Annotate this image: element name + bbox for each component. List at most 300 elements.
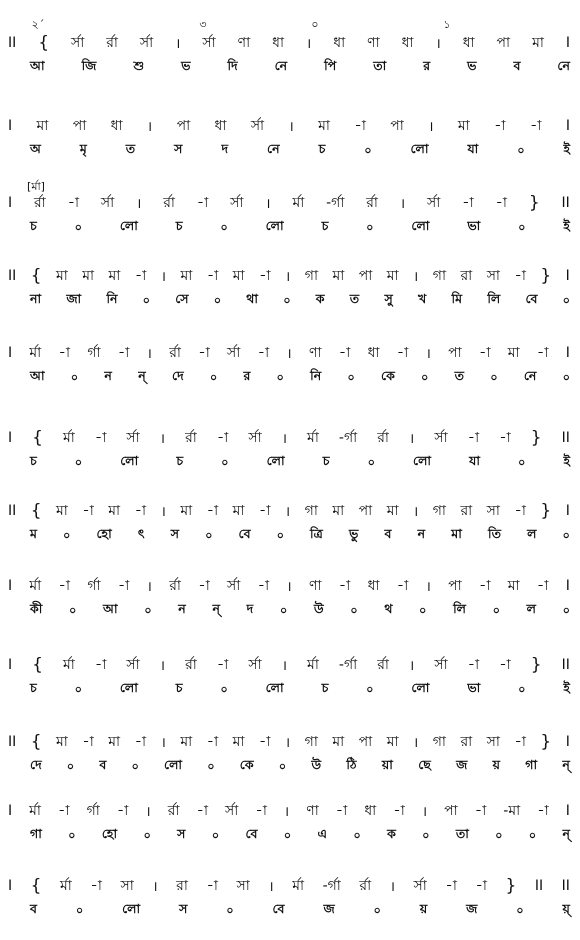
lyric-syllable: র xyxy=(423,58,431,73)
lyric-syllable: ০ xyxy=(562,603,570,617)
lyric-syllable: নে xyxy=(274,58,288,73)
swara-note: -া xyxy=(257,345,270,361)
swara-note: মা xyxy=(232,734,245,750)
beat-divider: । xyxy=(435,35,441,52)
swara-note: -া xyxy=(134,503,147,519)
lyric-syllable: বে xyxy=(525,291,538,306)
swara-note: র্সা xyxy=(225,803,239,819)
repeat-brace: { xyxy=(30,732,42,752)
swara-note: গা xyxy=(432,734,446,750)
lyric-syllable: হো xyxy=(96,526,112,541)
lyric-syllable: নে xyxy=(557,58,570,73)
swara-note: -া xyxy=(338,345,351,361)
lyric-syllable: ত xyxy=(125,141,136,156)
lyric-syllable: মৃ xyxy=(79,141,87,156)
lyric-syllable: ই xyxy=(563,218,570,233)
lyric-syllable: ০ xyxy=(353,828,361,842)
swara-line xyxy=(8,32,570,54)
swara-note: -া xyxy=(259,268,271,284)
lyric-syllable: বে xyxy=(238,526,251,541)
lyric-line xyxy=(8,601,570,621)
swara-note: র্সা xyxy=(230,195,244,211)
swara-note: র্মা xyxy=(63,430,75,446)
swara-note: -া xyxy=(206,268,219,284)
beat-divider: । xyxy=(146,578,152,595)
swara-note: মা xyxy=(507,578,520,594)
lyric-syllable: মি xyxy=(451,291,463,306)
swara-line xyxy=(8,575,570,597)
lyric-syllable: হো xyxy=(101,826,118,841)
lyric-syllable: ০ xyxy=(516,903,524,917)
lyric-syllable: স xyxy=(179,901,188,916)
lyric-syllable: ০ xyxy=(68,828,76,842)
swara-note: র্সা xyxy=(126,657,140,673)
lyric-syllable: ০ xyxy=(283,828,292,842)
lyric-line xyxy=(8,368,570,388)
bar-line: II xyxy=(534,878,544,894)
swara-note: মা xyxy=(386,734,399,750)
bar-line: I xyxy=(8,803,13,819)
lyric-syllable: ব xyxy=(513,58,521,73)
lyric-syllable: ০ xyxy=(131,759,139,773)
repeat-brace: } xyxy=(530,655,542,675)
swara-note: মা xyxy=(56,734,68,750)
lyric-line xyxy=(8,757,570,777)
lyric-syllable: লো xyxy=(265,680,284,695)
lyric-syllable: ০ xyxy=(278,759,287,773)
swara-note: মা xyxy=(332,734,345,750)
lyric-syllable: ০ xyxy=(144,603,152,617)
swara-note: -া xyxy=(467,430,480,446)
swara-note: পা xyxy=(496,35,511,51)
lyric-syllable: ০ xyxy=(528,828,537,842)
lyric-syllable: দ xyxy=(246,601,254,616)
swara-note: ধা xyxy=(333,35,346,51)
beat-divider: । xyxy=(284,734,291,751)
swara-note: -া xyxy=(396,345,409,361)
swara-note: -া xyxy=(134,268,147,284)
swara-note: -া xyxy=(499,657,511,673)
swara-note: র্রা xyxy=(185,657,197,673)
bar-line: II xyxy=(561,657,570,673)
beat-divider: । xyxy=(160,503,166,520)
lyric-syllable: লো xyxy=(265,218,284,233)
swara-note: র্রা xyxy=(169,578,181,594)
lyric-line xyxy=(8,826,570,846)
lyric-syllable: চ xyxy=(321,218,329,233)
lyric-syllable: নে xyxy=(267,141,280,156)
beat-divider: । xyxy=(425,345,431,362)
swara-note: র্সা xyxy=(426,195,441,211)
swara-note: সা xyxy=(486,268,500,284)
tala-mark: ৩ xyxy=(199,18,207,31)
lyric-syllable: যা xyxy=(467,141,479,156)
lyric-syllable: তি xyxy=(488,526,501,541)
lyric-syllable: য়্ xyxy=(562,901,570,916)
lyric-syllable: ০ xyxy=(518,682,526,696)
swara-note: পা xyxy=(358,734,373,750)
lyric-syllable: ০ xyxy=(70,370,79,384)
swara-note: -র্গা xyxy=(322,878,341,894)
swara-note: -া xyxy=(206,503,219,519)
swara-note: -র্গা xyxy=(338,430,358,446)
lyric-syllable: ০ xyxy=(143,828,151,842)
lyric-syllable: অ xyxy=(30,141,41,156)
swara-note: -া xyxy=(536,578,549,594)
lyric-syllable: ০ xyxy=(562,293,570,307)
lyric-syllable: ০ xyxy=(373,903,381,917)
lyric-syllable: ০ xyxy=(419,603,427,617)
lyric-syllable: চ xyxy=(30,680,37,695)
lyric-syllable: আ xyxy=(30,58,45,73)
lyric-line xyxy=(8,526,570,546)
bar-line: II xyxy=(8,268,17,284)
lyric-syllable: জি xyxy=(81,58,97,73)
lyric-syllable: ভা xyxy=(467,680,481,695)
lyric-syllable: ০ xyxy=(75,903,84,917)
lyric-syllable: ০ xyxy=(350,603,358,617)
lyric-syllable: ০ xyxy=(495,828,503,842)
lyric-syllable: জা xyxy=(66,291,82,306)
swara-note: -া xyxy=(495,195,507,211)
swara-note: মা xyxy=(108,734,121,750)
swara-note: র্সা xyxy=(434,430,448,446)
lyric-syllable: মা xyxy=(451,526,462,541)
lyric-syllable: তা xyxy=(373,58,387,73)
lyric-syllable: ছে xyxy=(418,757,431,772)
repeat-brace: { xyxy=(38,33,50,53)
swara-note: -া xyxy=(216,430,229,446)
swara-note: -া xyxy=(467,657,480,673)
lyric-syllable: বে xyxy=(245,826,258,841)
swara-note: গা xyxy=(304,734,318,750)
swara-note: ণা xyxy=(306,803,319,819)
swara-note: সা xyxy=(486,503,500,519)
beat-divider: । xyxy=(306,35,312,52)
lyric-line xyxy=(8,680,570,700)
lyric-syllable: য়া xyxy=(381,757,393,772)
beat-divider: । xyxy=(160,268,167,285)
swara-note: -া xyxy=(58,803,70,819)
beat-divider: । xyxy=(159,430,166,447)
lyric-syllable: চ xyxy=(30,453,37,468)
swara-note: র্রা xyxy=(33,195,46,211)
swara-note: র্সা xyxy=(139,35,154,51)
repeat-brace: } xyxy=(540,266,552,286)
swara-note: মা xyxy=(108,268,121,284)
swara-note: র্মা xyxy=(307,430,319,446)
repeat-brace: } xyxy=(540,501,552,521)
swara-note: -া xyxy=(393,803,405,819)
lyric-syllable: ০ xyxy=(66,759,75,773)
lyric-syllable: ক xyxy=(387,826,396,841)
swara-note: ধা xyxy=(367,345,380,361)
lyric-syllable: আ xyxy=(30,368,45,383)
beat-divider: । xyxy=(409,657,415,674)
lyric-syllable: শু xyxy=(133,58,145,73)
beat-divider: । xyxy=(421,803,428,820)
swara-note: র্সা xyxy=(202,35,216,51)
swara-note: সা xyxy=(120,878,134,894)
lyric-syllable: দে xyxy=(30,757,42,772)
swara-note: -া xyxy=(206,734,219,750)
lyric-syllable: ব xyxy=(384,526,392,541)
bar-line: II xyxy=(8,734,17,750)
lyric-syllable: ৎ xyxy=(137,526,145,541)
beat-divider: । xyxy=(286,578,292,595)
lyric-syllable: ০ xyxy=(220,220,228,234)
beat-divider: । xyxy=(284,503,291,520)
swara-note: -া xyxy=(529,118,542,134)
swara-note: র্সা xyxy=(248,657,262,673)
lyric-syllable: লো xyxy=(411,680,430,695)
swara-note: -া xyxy=(258,503,271,519)
lyric-syllable: ০ xyxy=(366,682,374,696)
lyric-syllable: ই xyxy=(563,680,570,695)
swara-note: র্সা xyxy=(413,878,427,894)
beat-divider: । xyxy=(412,503,419,520)
swara-note: -া xyxy=(474,803,487,819)
swara-note: ণা xyxy=(237,35,251,51)
lyric-syllable: ০ xyxy=(69,603,77,617)
lyric-syllable: ০ xyxy=(366,220,374,234)
swara-note: র্রা xyxy=(163,195,175,211)
swara-note: র্রা xyxy=(359,878,372,894)
beat-divider: । xyxy=(265,195,271,212)
swara-note: গা xyxy=(432,503,446,519)
swara-note: রা xyxy=(460,734,473,750)
swara-note: মা xyxy=(332,268,345,284)
beat-divider: । xyxy=(146,345,152,362)
swara-note: -মা xyxy=(503,803,521,819)
swara-note: মা xyxy=(232,503,245,519)
swara-note: -া xyxy=(90,878,102,894)
lyric-syllable: নে xyxy=(523,368,537,383)
swara-note: -া xyxy=(82,503,94,519)
swara-note: -া xyxy=(475,878,487,894)
lyric-syllable: ০ xyxy=(422,828,430,842)
swara-note: -া xyxy=(462,195,474,211)
swara-note: -া xyxy=(338,578,351,594)
lyric-syllable: ন xyxy=(417,526,426,541)
repeat-brace: } xyxy=(540,732,552,752)
lyric-line xyxy=(8,453,570,473)
swara-note: -া xyxy=(116,803,129,819)
swara-note: র্মা xyxy=(29,345,42,361)
swara-note: র্সা xyxy=(100,195,115,211)
swara-line xyxy=(8,115,570,137)
lyric-syllable: দি xyxy=(227,58,238,73)
lyric-syllable: ০ xyxy=(347,370,355,384)
lyric-syllable: যা xyxy=(469,453,480,468)
lyric-line xyxy=(8,141,570,161)
bar-line: I xyxy=(565,734,570,750)
swara-note: র্সা xyxy=(227,578,241,594)
swara-note: -া xyxy=(536,345,549,361)
swara-note: র্রা xyxy=(167,803,180,819)
swara-note: ধা xyxy=(272,35,285,51)
lyric-syllable: লো xyxy=(411,218,430,233)
lyric-syllable: উ xyxy=(313,601,324,616)
beat-divider: । xyxy=(175,35,181,52)
swara-note: মা xyxy=(180,503,193,519)
swara-note: র্সা xyxy=(70,35,85,51)
lyric-syllable: নি xyxy=(310,368,322,383)
swara-note: গা xyxy=(304,503,318,519)
swara-note: -া xyxy=(94,430,107,446)
bar-line: I xyxy=(8,878,13,894)
repeat-brace: { xyxy=(30,501,42,521)
swara-note: র্রা xyxy=(106,35,118,51)
lyric-syllable: ন্ xyxy=(562,757,570,772)
lyric-syllable: ল xyxy=(526,601,536,616)
lyric-syllable: ভ xyxy=(467,58,477,73)
lyric-syllable: তা xyxy=(455,826,469,841)
swara-note: -া xyxy=(82,734,94,750)
swara-note: -া xyxy=(537,803,549,819)
swara-note: -া xyxy=(514,503,526,519)
tala-mark: ১ xyxy=(443,18,451,31)
lyric-syllable: নি xyxy=(106,291,118,306)
swara-note: সা xyxy=(236,878,250,894)
bar-line: I xyxy=(565,345,570,361)
swara-note: -র্গা xyxy=(338,657,358,673)
lyric-syllable: ব xyxy=(30,901,37,916)
lyric-syllable: ন্ xyxy=(212,601,220,616)
lyric-syllable: উ xyxy=(311,757,322,772)
beat-divider: । xyxy=(281,657,288,674)
lyric-syllable: লি xyxy=(487,291,501,306)
bracket-note: [র্মা] xyxy=(27,180,45,193)
swara-line xyxy=(8,654,570,676)
lyric-syllable: ই xyxy=(563,141,570,156)
swara-note: -া xyxy=(514,268,526,284)
beat-divider: । xyxy=(409,430,415,447)
lyric-syllable: ক xyxy=(315,291,325,306)
swara-note: -া xyxy=(206,878,218,894)
lyric-syllable: লো xyxy=(119,680,138,695)
swara-note: -া xyxy=(198,345,210,361)
beat-divider: । xyxy=(268,878,274,895)
swara-note: -া xyxy=(58,578,71,594)
lyric-syllable: ০ xyxy=(142,293,150,307)
lyric-syllable: গা xyxy=(30,826,42,841)
lyric-syllable: য় xyxy=(419,901,428,916)
lyric-line xyxy=(8,901,570,921)
lyric-syllable: স xyxy=(174,141,183,156)
beat-divider: । xyxy=(288,118,294,135)
lyric-syllable: আ xyxy=(102,601,118,616)
swara-note: -া xyxy=(216,657,229,673)
swara-note: ণা xyxy=(367,35,380,51)
swara-line xyxy=(8,342,570,364)
swara-note: -া xyxy=(494,118,506,134)
swara-note: মা xyxy=(386,503,399,519)
swara-note: ধা xyxy=(364,803,377,819)
swara-note: মা xyxy=(332,503,345,519)
swara-note: ধা xyxy=(401,35,414,51)
beat-divider: । xyxy=(286,345,292,362)
beat-divider: । xyxy=(425,578,431,595)
lyric-syllable: ন xyxy=(178,601,186,616)
lyric-syllable: ০ xyxy=(276,528,284,542)
lyric-syllable: জ xyxy=(323,901,335,916)
swara-note: মা xyxy=(232,268,245,284)
bar-line: I xyxy=(8,657,13,673)
swara-note: ণা xyxy=(308,345,322,361)
bar-line: I xyxy=(8,195,13,211)
tala-marks xyxy=(0,16,580,32)
swara-note: র্সা xyxy=(250,118,265,134)
swara-note: মা xyxy=(386,268,399,284)
lyric-syllable: লো xyxy=(122,901,141,916)
swara-note: -া xyxy=(117,345,130,361)
lyric-syllable: ভু xyxy=(348,526,359,541)
swara-note: র্সা xyxy=(227,345,241,361)
lyric-syllable: ম xyxy=(30,526,37,541)
swara-note: -া xyxy=(117,578,130,594)
lyric-syllable: ব xyxy=(99,757,107,772)
lyric-syllable: লো xyxy=(266,453,285,468)
beat-divider: । xyxy=(389,878,396,895)
swara-note: র্রা xyxy=(185,430,197,446)
swara-note: র্মা xyxy=(292,195,305,211)
tala-mark: ২´ xyxy=(31,18,45,31)
lyric-syllable: কে xyxy=(239,757,254,772)
bar-line: I xyxy=(8,578,13,594)
swara-note: -া xyxy=(196,195,209,211)
lyric-syllable: লি xyxy=(453,601,466,616)
swara-note: র্রা xyxy=(366,195,378,211)
lyric-syllable: ০ xyxy=(562,370,570,384)
beat-divider: । xyxy=(412,734,419,751)
lyric-syllable: ভা xyxy=(467,218,481,233)
swara-note: র্সা xyxy=(248,430,262,446)
swara-note: -া xyxy=(94,657,107,673)
swara-line xyxy=(8,265,570,287)
bar-line: I xyxy=(8,118,13,134)
lyric-line xyxy=(8,218,570,238)
bar-line: I xyxy=(8,430,13,446)
swara-note: -র্গা xyxy=(326,195,345,211)
lyric-syllable: থ xyxy=(384,601,393,616)
lyric-syllable: স xyxy=(170,526,180,541)
lyric-syllable: বে xyxy=(272,901,285,916)
lyric-syllable: ০ xyxy=(74,455,83,469)
lyric-line xyxy=(8,58,570,78)
swara-note: র্সা xyxy=(434,657,448,673)
lyric-line xyxy=(8,291,570,311)
lyric-syllable: দ xyxy=(221,141,229,156)
swara-note: -া xyxy=(255,803,267,819)
beat-divider: । xyxy=(285,268,291,285)
lyric-syllable: ০ xyxy=(209,370,218,384)
swara-note: পা xyxy=(448,345,462,361)
swara-note: মা xyxy=(457,118,470,134)
lyric-syllable: ০ xyxy=(63,528,71,542)
lyric-syllable: ০ xyxy=(492,603,500,617)
beat-divider: । xyxy=(281,430,288,447)
bar-line: I xyxy=(565,35,570,51)
swara-note: গা xyxy=(304,268,319,284)
lyric-syllable: ত xyxy=(349,291,360,306)
swara-line xyxy=(8,875,570,897)
lyric-syllable: ০ xyxy=(220,682,228,696)
swara-note: র্সা xyxy=(126,430,140,446)
swara-note: র্মা xyxy=(29,803,41,819)
swara-line xyxy=(8,427,570,449)
lyric-syllable: ন xyxy=(104,368,112,383)
